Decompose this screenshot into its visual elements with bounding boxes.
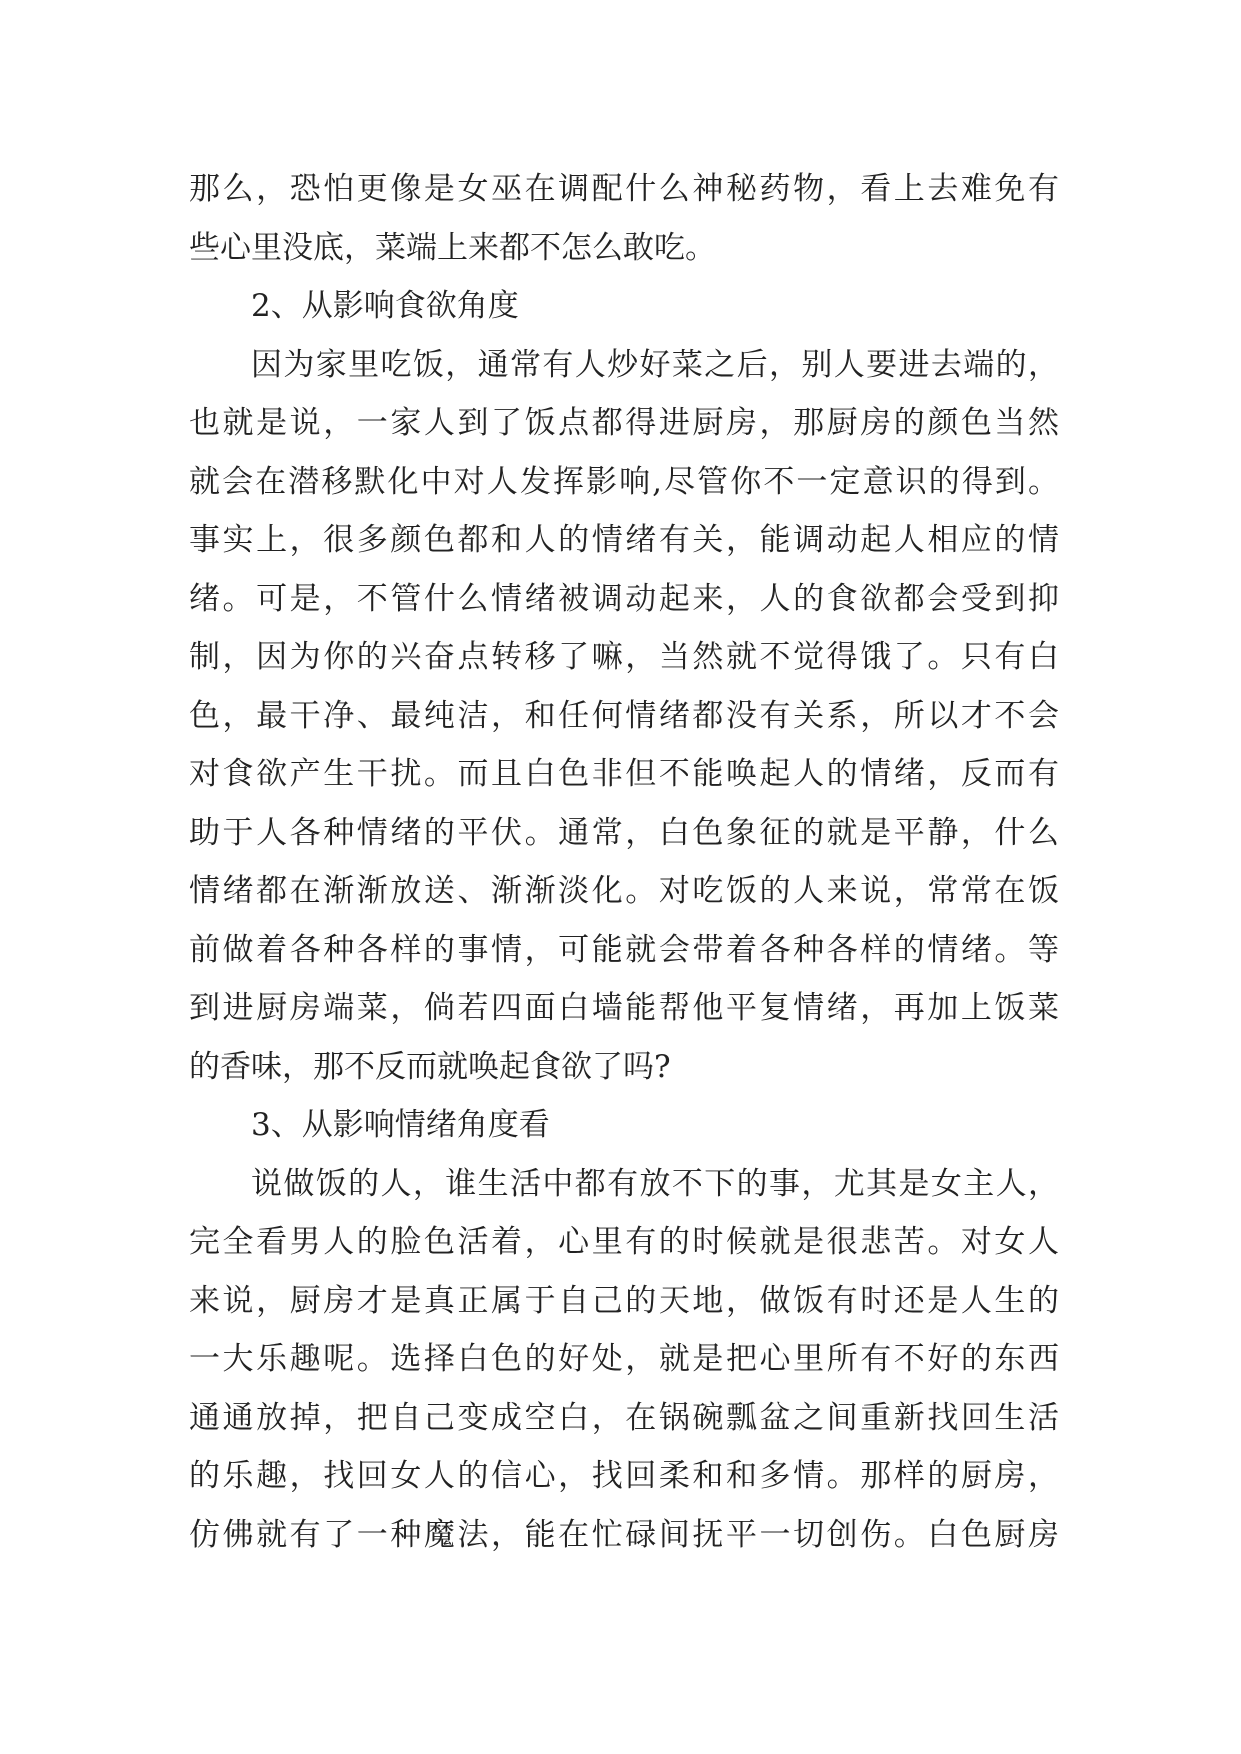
text-line: 说做饭的人，谁生活中都有放不下的事，尤其是女主人， bbox=[251, 1165, 1059, 1202]
text-line: 因为家里吃饭，通常有人炒好菜之后，别人要进去端的， bbox=[251, 346, 1059, 383]
text-line: 制，因为你的兴奋点转移了嘛，当然就不觉得饿了。只有白 bbox=[189, 639, 1059, 675]
text-line: 就会在潜移默化中对人发挥影响,尽管你不一定意识的得到。 bbox=[189, 463, 1059, 500]
text-line: 色，最干净、最纯洁，和任何情绪都没有关系，所以才不会 bbox=[189, 697, 1059, 734]
document-body bbox=[189, 160, 1059, 1564]
text-line: 对食欲产生干扰。而且白色非但不能唤起人的情绪，反而有 bbox=[189, 756, 1059, 792]
text-line: 事实上，很多颜色都和人的情绪有关，能调动起人相应的情 bbox=[189, 522, 1059, 558]
text-line: 那么，恐怕更像是女巫在调配什么神秘药物，看上去难免有 bbox=[189, 171, 1059, 207]
text-line: 一大乐趣呢。选择白色的好处，就是把心里所有不好的东西 bbox=[189, 1341, 1059, 1377]
section-heading: 3、从影响情绪角度看 bbox=[251, 1107, 550, 1143]
text-line: 的香味，那不反而就唤起食欲了吗? bbox=[189, 1048, 671, 1085]
text-line: 通通放掉，把自己变成空白，在锅碗瓢盆之间重新找回生活 bbox=[189, 1399, 1059, 1436]
text-line: 绪。可是，不管什么情绪被调动起来，人的食欲都会受到抑 bbox=[189, 580, 1059, 617]
text-line: 完全看男人的脸色活着，心里有的时候就是很悲苦。对女人 bbox=[189, 1224, 1059, 1260]
section-heading: 2、从影响食欲角度 bbox=[251, 288, 519, 324]
text-line: 前做着各种各样的事情，可能就会带着各种各样的情绪。等 bbox=[189, 931, 1059, 968]
text-line: 到进厨房端菜，倘若四面白墙能帮他平复情绪，再加上饭菜 bbox=[189, 990, 1059, 1026]
text-line: 来说，厨房才是真正属于自己的天地，做饭有时还是人生的 bbox=[189, 1282, 1059, 1319]
text-line: 仿佛就有了一种魔法，能在忙碌间抚平一切创伤。白色厨房 bbox=[189, 1516, 1059, 1553]
text-line: 些心里没底，菜端上来都不怎么敢吃。 bbox=[189, 229, 716, 266]
text-line: 情绪都在渐渐放送、渐渐淡化。对吃饭的人来说，常常在饭 bbox=[189, 873, 1059, 909]
text-line: 的乐趣，找回女人的信心，找回柔和和多情。那样的厨房， bbox=[189, 1458, 1059, 1494]
text-line: 助于人各种情绪的平伏。通常，白色象征的就是平静，什么 bbox=[189, 814, 1059, 851]
text-line: 也就是说，一家人到了饭点都得进厨房，那厨房的颜色当然 bbox=[189, 405, 1059, 441]
